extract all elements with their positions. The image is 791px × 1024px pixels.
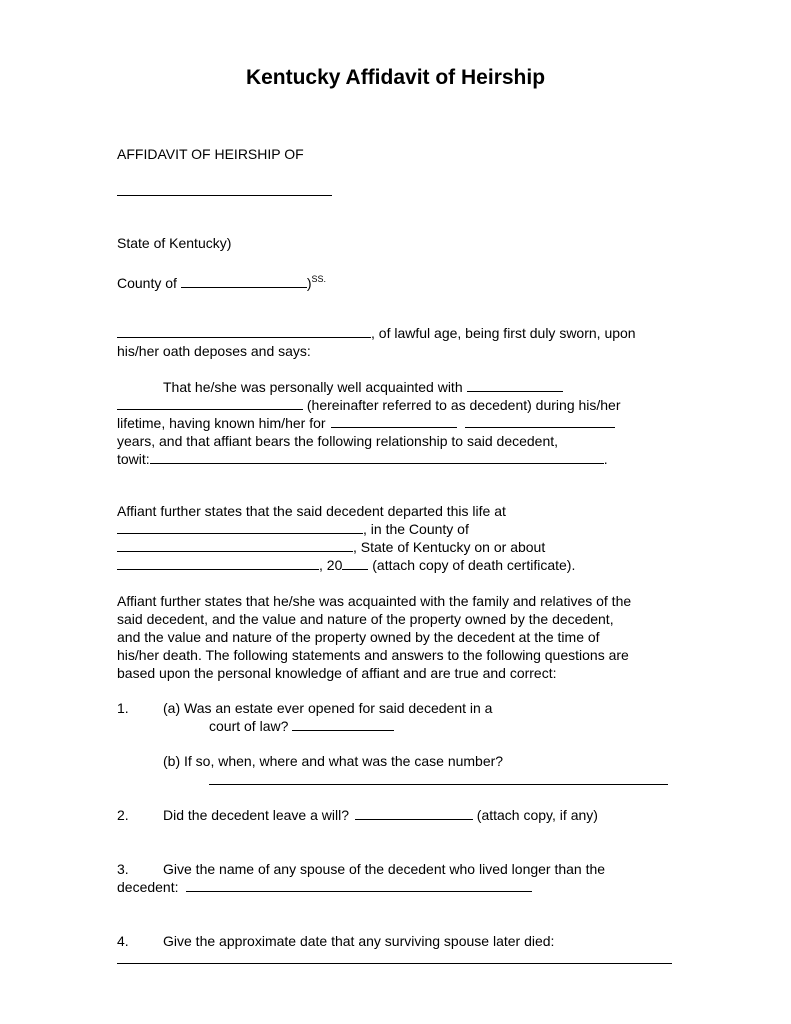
state-on-about-text: , State of Kentucky on or about: [353, 539, 546, 555]
relationship-blank[interactable]: [150, 450, 604, 464]
q1-number: 1.: [117, 700, 129, 716]
death-year-blank[interactable]: [342, 556, 368, 570]
acquainted-text: That he/she was personally well acquainted with: [163, 379, 463, 395]
knowledge-line-3: and the value and nature of the property owned by the decedent at the time of: [117, 629, 600, 645]
county-blank[interactable]: [181, 274, 307, 288]
death-place-blank[interactable]: [117, 520, 363, 534]
years-known-blank[interactable]: [331, 414, 457, 428]
decedent-first-blank[interactable]: [467, 378, 563, 392]
q1a-line2: [209, 717, 394, 735]
relationship-line: years, and that affiant bears the following relationship to said decedent,: [117, 433, 559, 449]
death-county-blank[interactable]: [117, 538, 353, 552]
lifetime-line: [117, 414, 615, 432]
q4-line: Give the approximate date that any surviving spouse later died:: [163, 933, 555, 949]
q4-number: 4.: [117, 933, 129, 949]
towit-label: towit:: [117, 451, 150, 467]
q2-number: 2.: [117, 807, 129, 823]
death-county-line: [117, 538, 545, 556]
spouse-name-blank[interactable]: [186, 878, 532, 892]
county-of-text: , in the County of: [363, 521, 469, 537]
q2-tail: (attach copy, if any): [476, 807, 598, 823]
county-line: [117, 270, 326, 292]
q1b-line: (b) If so, when, where and what was the case number?: [163, 753, 504, 769]
estate-opened-blank[interactable]: [292, 717, 394, 731]
affiant-name-blank[interactable]: [117, 324, 371, 338]
towit-period: .: [603, 451, 608, 467]
acquainted-line: [163, 378, 563, 396]
spouse-death-date-blank[interactable]: [117, 963, 672, 964]
q3-line2: [117, 878, 532, 896]
affidavit-heading: AFFIDAVIT OF HEIRSHIP OF: [117, 146, 304, 162]
q3-number: 3.: [117, 861, 129, 877]
case-number-blank[interactable]: [209, 784, 668, 785]
death-date-line: [117, 556, 575, 574]
death-place-intro: Affiant further states that the said decedent departed this life at: [117, 503, 506, 519]
q1a-court-text: court of law?: [209, 718, 289, 734]
decedent-name-blank[interactable]: [117, 396, 303, 410]
state-line: State of Kentucky): [117, 235, 232, 251]
q3-line1: Give the name of any spouse of the decedent who lived longer than the: [163, 861, 606, 877]
decedent-line-text: (hereinafter referred to as decedent) during his/her: [306, 397, 621, 413]
decedent-line: [117, 396, 621, 414]
death-date-blank[interactable]: [117, 556, 319, 570]
county-paren: ): [306, 275, 312, 291]
q1a-line1: (a) Was an estate ever opened for said decedent in a: [163, 700, 493, 716]
years-known-blank-2[interactable]: [465, 414, 615, 428]
oath-line: his/her oath deposes and says:: [117, 343, 311, 359]
county-label: County of: [117, 275, 177, 291]
heir-name-blank[interactable]: [117, 195, 332, 196]
death-certificate-text: (attach copy of death certificate).: [372, 557, 576, 573]
affiant-line-text: , of lawful age, being first duly sworn, upon: [371, 325, 636, 341]
knowledge-line-5: based upon the personal knowledge of affiant and are true and correct:: [117, 665, 557, 681]
towit-line: [117, 450, 608, 468]
knowledge-line-4: his/her death. The following statements and answers to the following questions are: [117, 647, 629, 663]
q2-line: [163, 806, 598, 824]
knowledge-line-1: Affiant further states that he/she was acquainted with the family and relatives of the: [117, 593, 632, 609]
knowledge-line-2: said decedent, and the value and nature of the property owned by the decedent,: [117, 611, 614, 627]
document-title: Kentucky Affidavit of Heirship: [245, 66, 546, 89]
q3-decedent-label: decedent:: [117, 879, 179, 895]
affiant-line: [117, 324, 636, 342]
q2-text: Did the decedent leave a will?: [163, 807, 350, 823]
ss-mark: SS.: [311, 274, 327, 284]
year-prefix: , 20: [319, 557, 343, 573]
lifetime-text: lifetime, having known him/her for: [117, 415, 326, 431]
will-blank[interactable]: [355, 806, 473, 820]
death-place-line: [117, 520, 469, 538]
